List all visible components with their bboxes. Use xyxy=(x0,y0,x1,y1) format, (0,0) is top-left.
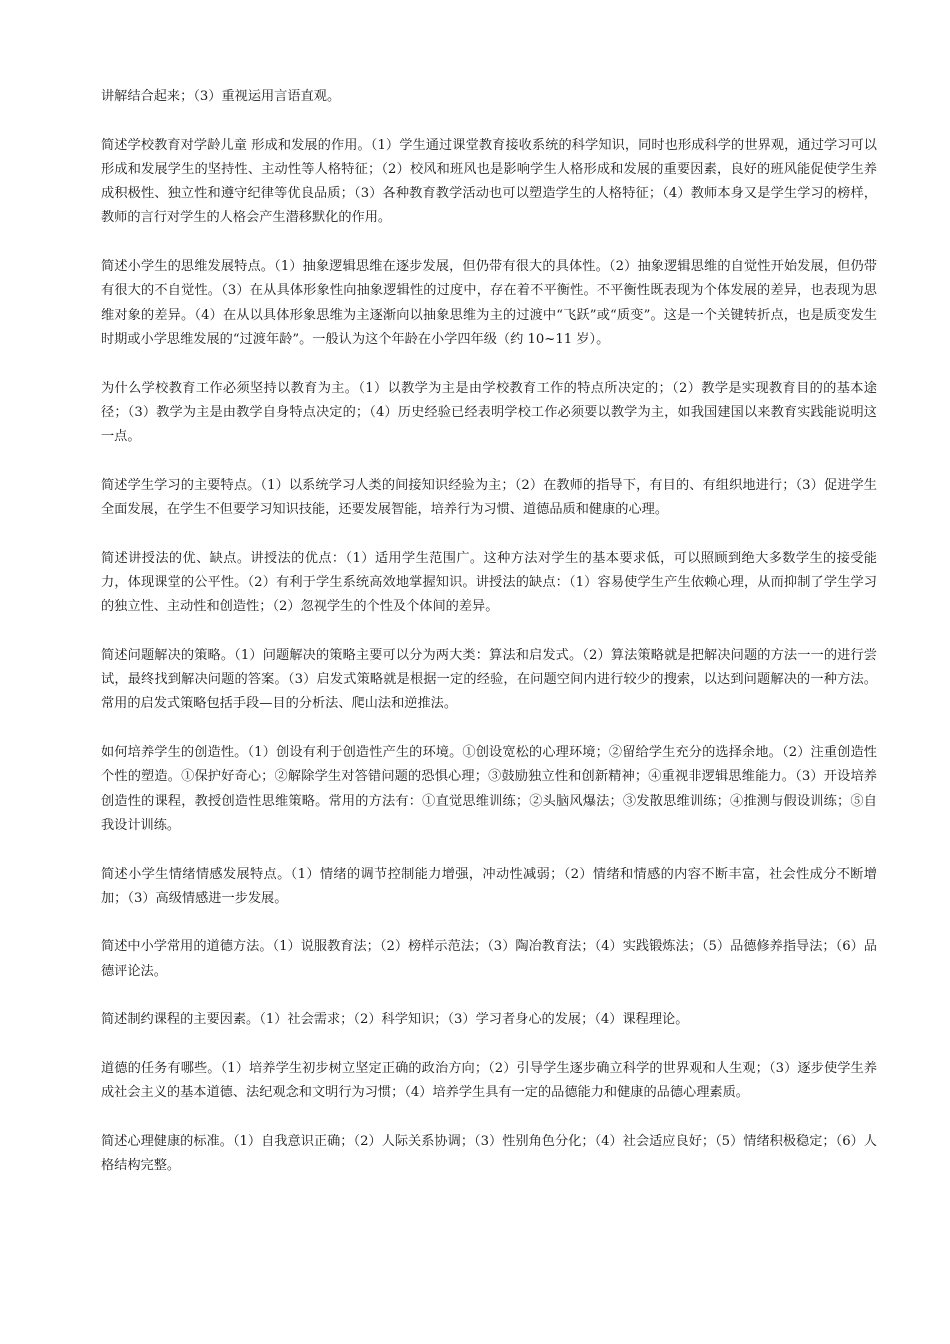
paragraph-moral-tasks: 道德的任务有哪些。（1）培养学生初步树立坚定正确的政治方向；（2）引导学生逐步确立科学的世界观和人生观；（3）逐步使学生养成社会主义的基本道德、法纪观念和文明行为习惯；（4）培养学生具有一定的品德能力和健康的品德心理素质。 xyxy=(101,1060,877,1101)
paragraph-moral-methods: 简述中小学常用的道德方法。（1）说服教育法；（2）榜样示范法；（3）陶冶教育法；（4）实践锻炼法；（5）品德修养指导法；（6）品德评论法。 xyxy=(101,939,877,979)
paragraph-creativity: 如何培养学生的创造性。（1）创设有利于创造性产生的环境。①创设宽松的心理环境；②留给学生充分的选择余地。（2）注重创造性个性的塑造。①保护好奇心；②解除学生对答错问题的恐惧心理；③鼓励独立性和创新精神；④重视非逻辑思维能力。（3）开设培养创造性的课程，教授创造性思维策略。常用的方法有：①直觉思维训练；②头脑风爆法；③发散思维训练；④推测与假设训练；⑤自我设计训练。 xyxy=(101,745,877,833)
paragraph-learning-features: 简述学生学习的主要特点。（1）以系统学习人类的间接知识经验为主；（2）在教师的指导下，有目的、有组织地进行；（3）促进学生全面发展，在学生不但要学习知识技能，还要发展智能，培养行为习惯、道德品质和健康的心理。 xyxy=(101,477,877,518)
paragraph-problem-solving: 简述问题解决的策略。（1）问题解决的策略主要可以分为两大类：算法和启发式。（2）算法策略就是把解决问题的方法一一的进行尝试，最终找到解决问题的答案。（3）启发式策略就是根据一定的经验，在问题空间内进行较少的搜索，以达到问题解决的一种方法。常用的启发式策略包括手段—目的分析法、爬山法和逆推法。 xyxy=(101,647,877,712)
paragraph-teaching-centered: 为什么学校教育工作必须坚持以教育为主。（1）以教学为主是由学校教育工作的特点所决定的；（2）教学是实现教育目的的基本途径；（3）教学为主是由教学自身特点决定的；（4）历史经验已经表明学校工作必须要以教学为主，如我国建国以来教育实践能说明这一点。 xyxy=(101,380,877,445)
paragraph-emotion-development: 简述小学生情绪情感发展特点。（1）情绪的调节控制能力增强，冲动性减弱；（2）情绪和情感的内容不断丰富，社会性成分不断增加；（3）高级情感进一步发展。 xyxy=(101,866,877,906)
paragraph-school-education-role: 简述学校教育对学龄儿童 形成和发展的作用。（1）学生通过课堂教育接收系统的科学知识，同时也形成科学的世界观，通过学习可以形成和发展学生的坚持性、主动性等人格特征；（2）校风和班风也是影响学生人格形成和发展的重要因素，良好的班风能促使学生养成积极性、独立性和遵守纪律等优良品质；（3）各种教育教学活动也可以塑造学生的人格特征；（4）教师本身又是学生学习的榜样，教师的言行对学生的人格会产生潜移默化的作用。 xyxy=(101,137,877,226)
paragraph-speech-intuition: 讲解结合起来；（3）重视运用言语直观。 xyxy=(101,89,341,104)
paragraph-curriculum-factors: 简述制约课程的主要因素。（1）社会需求；（2）科学知识；（3）学习者身心的发展；（4）课程理论。 xyxy=(101,1012,689,1028)
paragraph-lecture-method: 简述讲授法的优、缺点。讲授法的优点：（1）适用学生范围广。这种方法对学生的基本要求低，可以照顾到绝大多数学生的接受能力，体现课堂的公平性。（2）有利于学生系统高效地掌握知识。讲授法的缺点：（1）容易使学生产生依赖心理，从而抑制了学生学习的独立性、主动性和创造性；（2）忽视学生的个性及个体间的差异。 xyxy=(101,550,877,615)
paragraph-thinking-development: 简述小学生的思维发展特点。（1）抽象逻辑思维在逐步发展，但仍带有很大的具体性。（2）抽象逻辑思维的自觉性开始发展，但仍带有很大的不自觉性。（3）在从具体形象性向抽象逻辑性的过度中，存在着不平衡性。不平衡性既表现为个体发展的差异，也表现为思维对象的差异。（4）在从以具体形象思维为主逐渐向以抽象思维为主的过渡中“飞跃”或“质变”。这是一个关键转折点，也是质变发生时期或小学思维发展的“过渡年龄”。一般认为这个年龄在小学四年级（约 10~11 岁）。 xyxy=(101,259,877,347)
paragraph-mental-health: 简述心理健康的标准。（1）自我意识正确；（2）人际关系协调；（3）性别角色分化；（4）社会适应良好；（5）情绪积极稳定；（6）人格结构完整。 xyxy=(101,1133,877,1174)
document-page xyxy=(101,85,877,1203)
